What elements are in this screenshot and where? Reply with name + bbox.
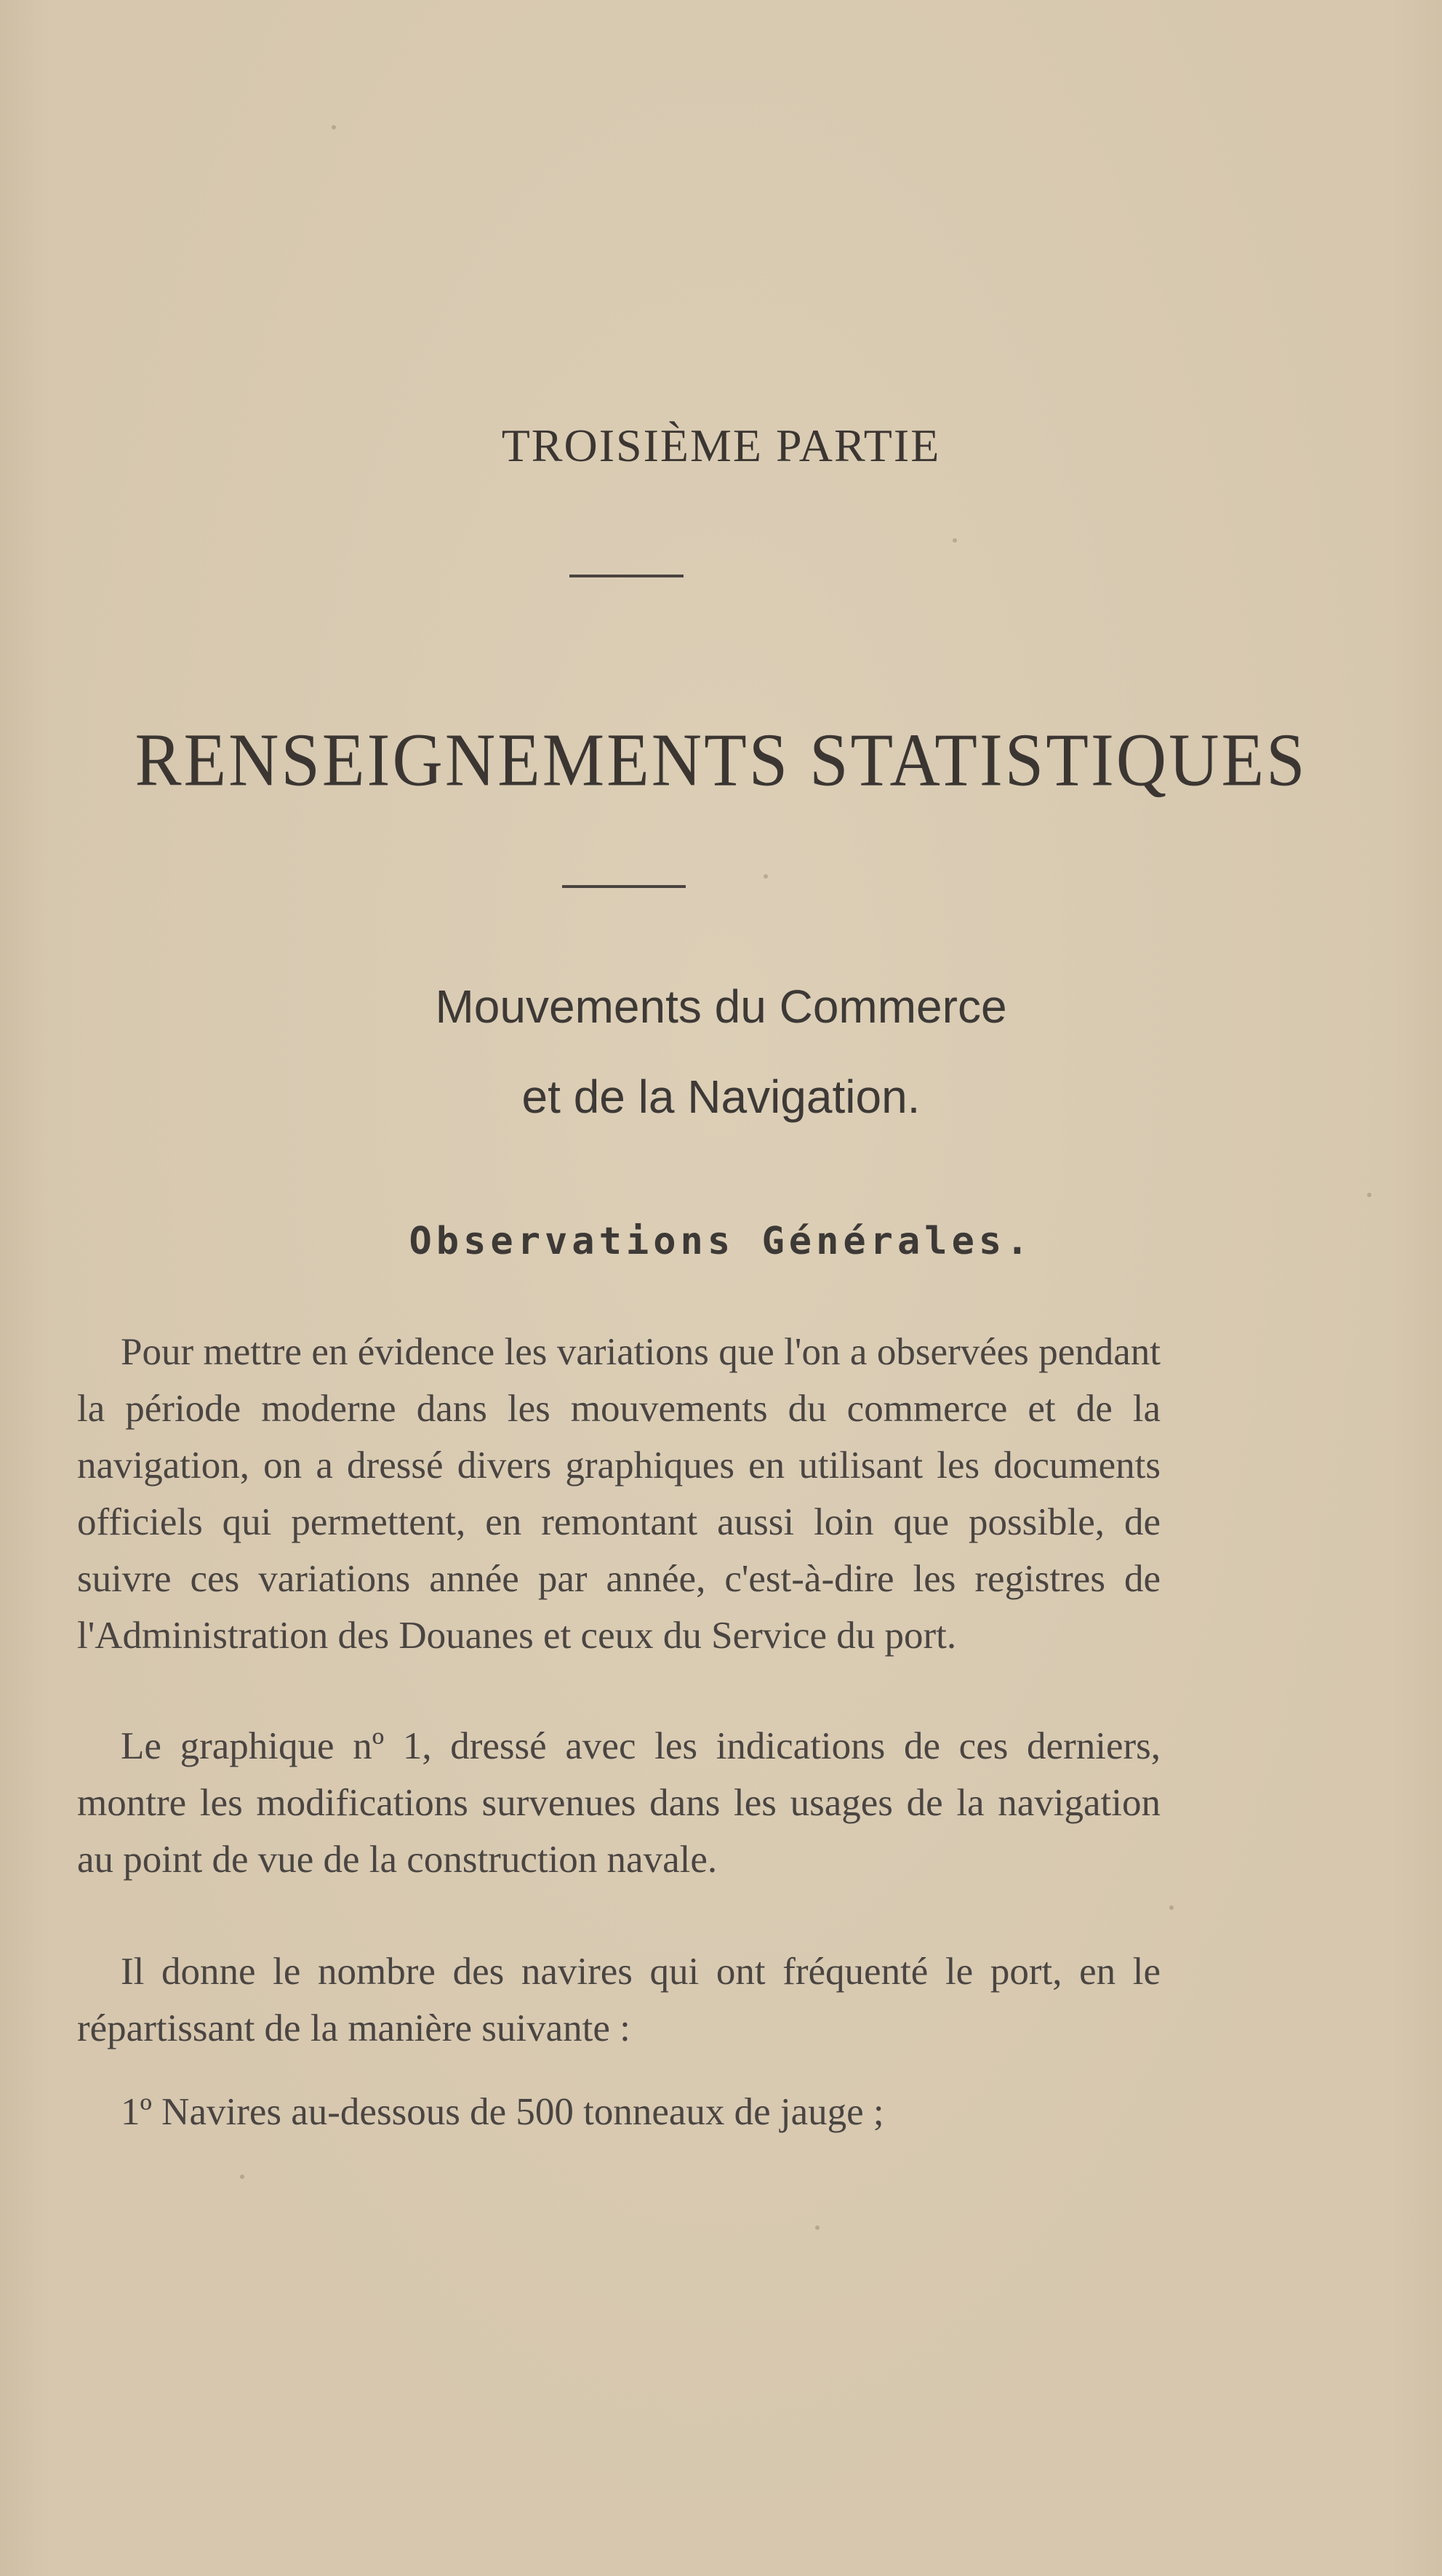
body-paragraph xyxy=(77,1718,1161,1888)
paper-speck xyxy=(764,874,768,879)
paper-speck xyxy=(1367,1193,1371,1197)
title-divider xyxy=(569,575,684,577)
paper-speck xyxy=(240,2175,244,2179)
paper-speck xyxy=(1169,1905,1174,1910)
paragraph-text: Le graphique nº 1, dressé avec les indications de ces derniers, montre les modifications survenues dans les usages de la navigation au point de vue de la construction navale. xyxy=(77,1725,1161,1881)
paragraph-text: Il donne le nombre des navires qui ont fréquenté le port, en le répartissant de la manière suivante : xyxy=(77,1951,1161,2049)
body-paragraph xyxy=(77,2084,1161,2140)
subtitle-line-2: et de la Navigation. xyxy=(521,1071,921,1123)
section-heading: Observations Générales. xyxy=(409,1220,1033,1263)
paper-speck xyxy=(953,538,957,543)
main-title: RENSEIGNEMENTS STATISTIQUES xyxy=(135,717,1307,802)
part-title: TROISIÈME PARTIE xyxy=(501,420,941,471)
paragraph-text: Pour mettre en évidence les variations que l'on a observées pendant la période moderne dans les mouvements du commerce et de la navigation, on a dressé divers graphiques en utilisant les documents officiels qui permettent, en remontant aussi loin que possible, de suivre ces variations année par année, c'est-à-dire les registres de l'Administration des Douanes et ceux du Service du port. xyxy=(77,1331,1161,1657)
paper-speck xyxy=(815,2225,820,2230)
paper-speck xyxy=(332,125,336,129)
subtitle-line-1: Mouvements du Commerce xyxy=(435,980,1007,1033)
title-divider xyxy=(562,885,686,888)
body-paragraph xyxy=(77,1943,1161,2057)
list-item-text: 1º Navires au-dessous de 500 tonneaux de jauge ; xyxy=(121,2091,884,2133)
body-paragraph xyxy=(77,1324,1161,1664)
